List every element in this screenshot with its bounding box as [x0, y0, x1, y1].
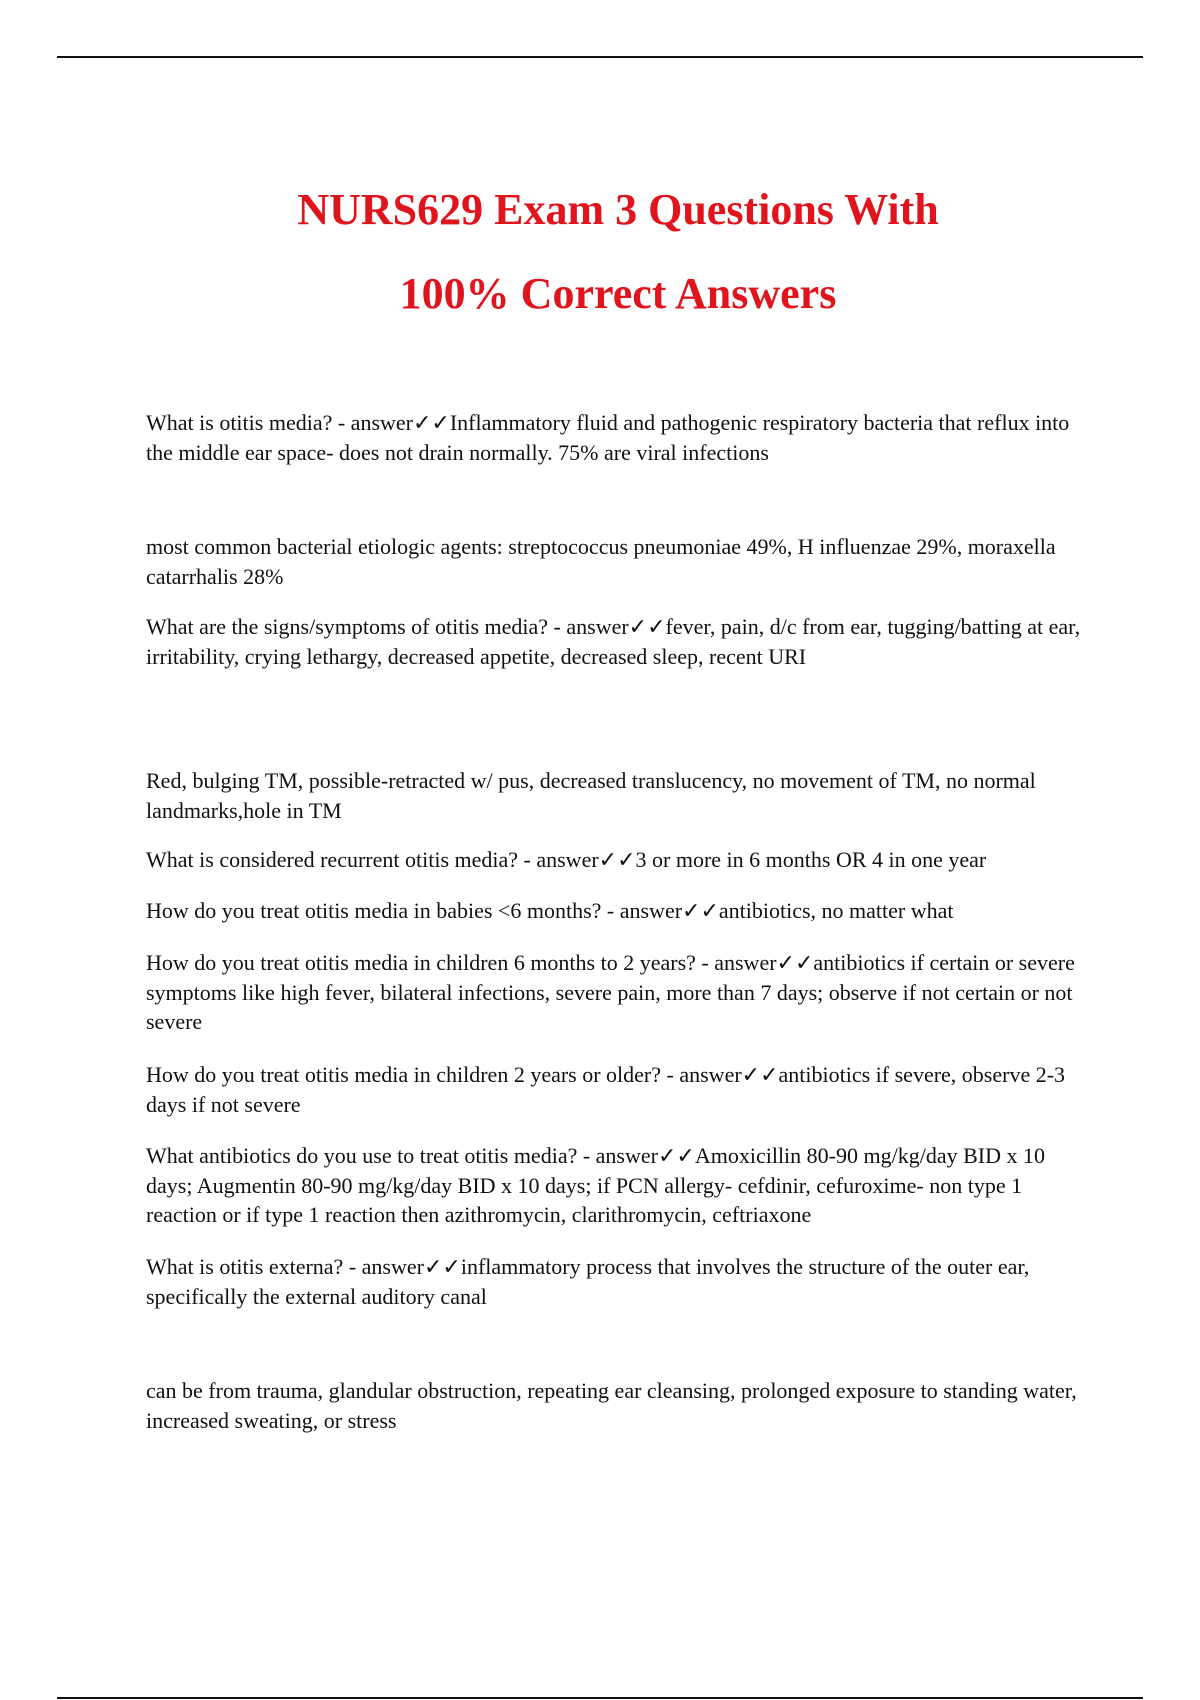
- document-title: [0, 168, 1200, 336]
- top-rule: [57, 56, 1143, 58]
- qa-item: How do you treat otitis media in children 2 years or older? - answer✓✓antibiotics if severe, observe 2-3 days if not severe: [146, 1062, 1066, 1117]
- title-line-2: 100% Correct Answers: [399, 269, 837, 318]
- qa-item: How do you treat otitis media in babies <6 months? - answer✓✓antibiotics, no matter what: [146, 898, 954, 923]
- note-item: most common bacterial etiologic agents: streptococcus pneumoniae 49%, H influenzae 29%, moraxella catarrhalis 28%: [146, 534, 1056, 589]
- note-item: can be from trauma, glandular obstruction, repeating ear cleansing, prolonged exposure to standing water, increased sweating, or stress: [146, 1378, 1077, 1433]
- qa-item: What is considered recurrent otitis media? - answer✓✓3 or more in 6 months OR 4 in one year: [146, 847, 987, 872]
- qa-item: What is otitis externa? - answer✓✓inflammatory process that involves the structure of the outer ear, specifically the external auditory canal: [146, 1254, 1030, 1309]
- qa-item: What antibiotics do you use to treat otitis media? - answer✓✓Amoxicillin 80-90 mg/kg/day BID x 10 days; Augmentin 80-90 mg/kg/day BID x 10 days; if PCN allergy- cefdinir, cefuroxime- non type 1 reaction or if type 1 reaction then azithromycin, clarithromycin, ceftriaxone: [146, 1143, 1045, 1227]
- qa-item: What is otitis media? - answer✓✓Inflammatory fluid and pathogenic respiratory bacteria that reflux into the middle ear space- does not drain normally. 75% are viral infections: [146, 410, 1070, 465]
- note-item: Red, bulging TM, possible-retracted w/ pus, decreased translucency, no movement of TM, no normal landmarks,hole in TM: [146, 768, 1036, 823]
- bottom-rule: [57, 1697, 1143, 1699]
- title-line-1: NURS629 Exam 3 Questions With: [297, 185, 939, 234]
- qa-item: What are the signs/symptoms of otitis media? - answer✓✓fever, pain, d/c from ear, tugging/batting at ear, irritability, crying lethargy, decreased appetite, decreased sleep, recent URI: [146, 614, 1081, 669]
- qa-item: How do you treat otitis media in children 6 months to 2 years? - answer✓✓antibiotics if certain or severe symptoms like high fever, bilateral infections, severe pain, more than 7 days; observe if not certain or not severe: [146, 950, 1075, 1034]
